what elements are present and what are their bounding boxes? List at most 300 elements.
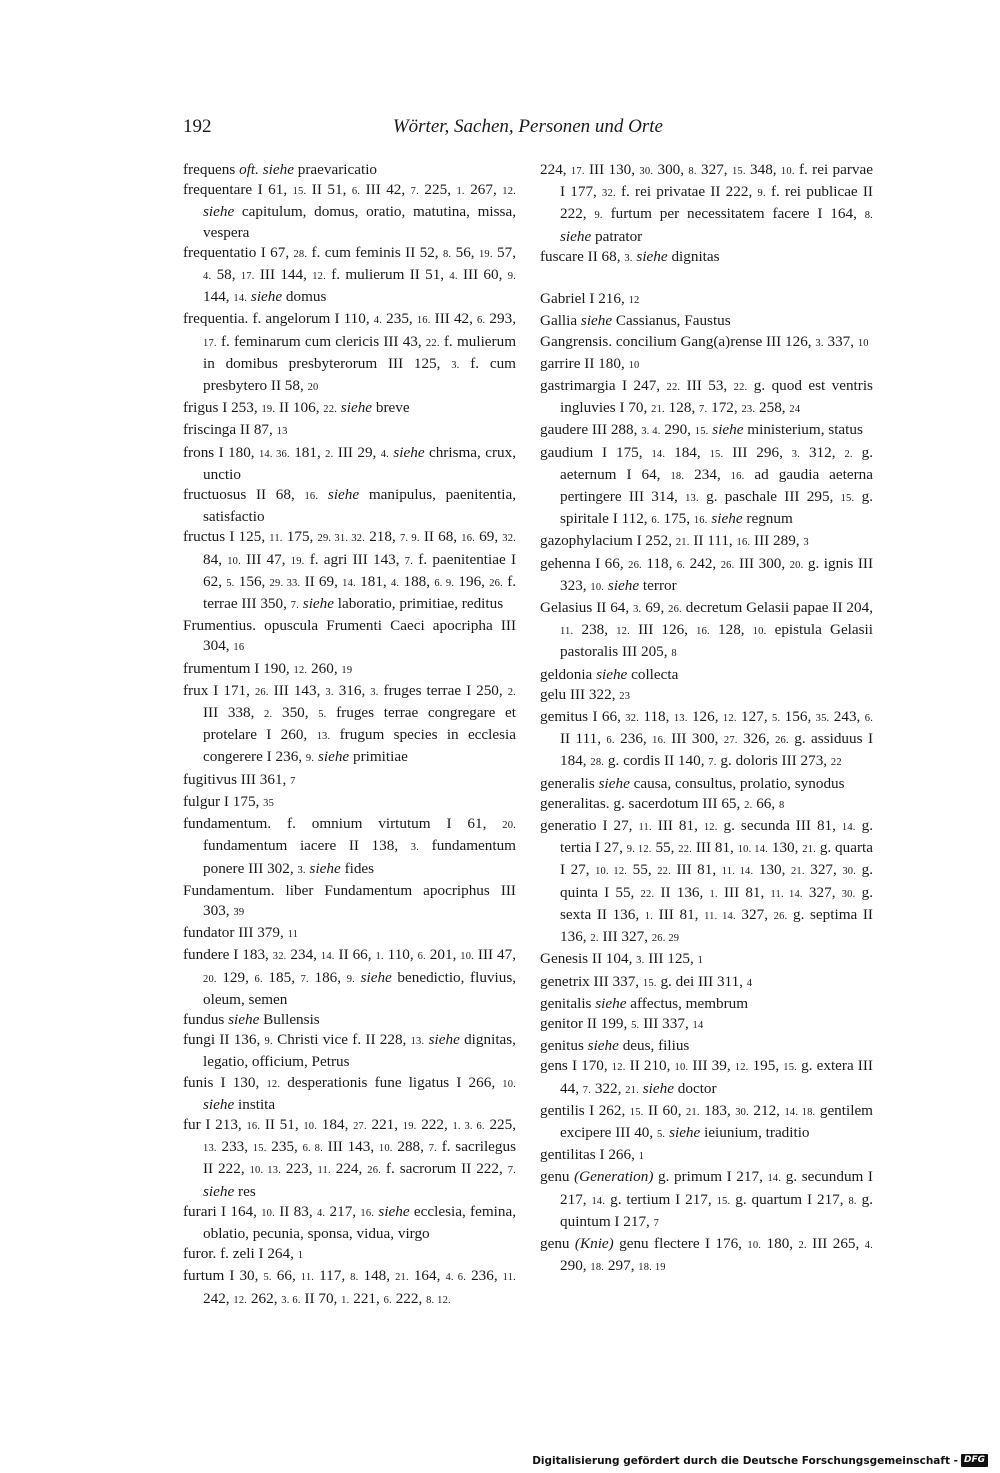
line-ref: 8. bbox=[688, 166, 697, 177]
italic-run: siehe bbox=[203, 1095, 235, 1113]
text-run: 118, bbox=[641, 554, 677, 572]
credit-text: Digitalisierung gefördert durch die Deutsche Forschungsgemeinschaft - bbox=[532, 1454, 958, 1467]
text-run: II 68, bbox=[419, 528, 462, 546]
text-run: frequentia. f. angelorum I 110, bbox=[183, 310, 374, 328]
text-run: 300, bbox=[653, 161, 689, 178]
text-run: 235, bbox=[382, 310, 417, 328]
line-ref: 8. bbox=[848, 1195, 857, 1207]
text-run: III 81, bbox=[717, 883, 771, 901]
text-run: 221, bbox=[349, 1289, 384, 1307]
index-entry bbox=[540, 1014, 873, 1036]
line-ref: 10. bbox=[261, 1207, 275, 1219]
text-run: II 136, bbox=[654, 883, 710, 901]
line-ref: 16. bbox=[360, 1207, 375, 1219]
line-ref: 15. bbox=[783, 1062, 798, 1074]
text-run: g. septima II 136, bbox=[560, 905, 873, 946]
line-ref: 20 bbox=[307, 382, 319, 394]
italic-run: siehe bbox=[393, 443, 425, 461]
line-ref: 8. bbox=[864, 210, 873, 222]
text-run: 128, bbox=[664, 399, 700, 417]
section-gap bbox=[540, 269, 873, 289]
text-run: 326, bbox=[737, 730, 776, 748]
line-ref: 12. bbox=[233, 1294, 248, 1306]
line-ref: 35. bbox=[815, 713, 830, 725]
line-ref: 32. bbox=[272, 951, 287, 963]
line-ref: 12. bbox=[722, 713, 737, 725]
line-ref: 22 bbox=[830, 757, 842, 769]
text-run: praevaricatio bbox=[293, 161, 378, 178]
line-ref: 7. bbox=[708, 757, 717, 769]
line-ref: 28. bbox=[590, 757, 605, 769]
line-ref: 6. bbox=[417, 951, 426, 963]
text-run: generalitas. g. sacerdotum III 65, bbox=[540, 794, 745, 812]
text-run: gemitus I 66, bbox=[540, 708, 626, 726]
line-ref: 8 bbox=[671, 648, 677, 660]
line-ref: 11. bbox=[560, 626, 574, 638]
line-ref: 7. bbox=[410, 186, 419, 198]
line-ref: 1. bbox=[456, 186, 465, 198]
line-ref: 15. bbox=[731, 166, 746, 177]
text-run: collecta bbox=[627, 665, 679, 683]
line-ref: 22. bbox=[425, 337, 440, 349]
text-run: 148, bbox=[358, 1267, 396, 1285]
line-ref: 26. bbox=[489, 577, 503, 589]
text-run: g. tertium I 217, bbox=[605, 1190, 717, 1208]
line-ref: 27. bbox=[723, 735, 738, 747]
index-entry bbox=[183, 770, 516, 792]
line-ref: 16. bbox=[304, 491, 319, 503]
text-run: g. primum I 217, bbox=[653, 1168, 768, 1186]
line-ref: 16. bbox=[730, 470, 745, 482]
index-entry bbox=[183, 485, 516, 527]
index-entry bbox=[183, 1073, 516, 1115]
text-run: furtum I 30, bbox=[183, 1267, 264, 1285]
text-run: doctor bbox=[673, 1079, 717, 1097]
line-ref: 21. bbox=[675, 537, 690, 549]
index-entry bbox=[183, 420, 516, 442]
italic-run: siehe bbox=[607, 576, 640, 594]
text-run: 225, bbox=[418, 181, 457, 199]
line-ref: 32. bbox=[602, 188, 616, 200]
text-run: 55, bbox=[627, 861, 658, 879]
line-ref: 3. bbox=[636, 955, 645, 967]
line-ref: 2. bbox=[590, 933, 599, 945]
index-entry bbox=[540, 665, 873, 685]
text-run: fundamentum iacere II 138, bbox=[203, 837, 411, 855]
text-run: 290, bbox=[660, 421, 695, 439]
index-entry bbox=[540, 443, 873, 532]
line-ref: 2. bbox=[325, 448, 334, 460]
line-ref: 24 bbox=[789, 404, 801, 416]
index-entry bbox=[183, 792, 516, 814]
line-ref: 5. bbox=[631, 1019, 640, 1031]
text-run: III 289, bbox=[750, 532, 804, 550]
line-ref: 7. bbox=[699, 404, 708, 416]
index-entry bbox=[183, 659, 516, 681]
line-ref: 1. bbox=[375, 951, 384, 963]
index-entry bbox=[540, 160, 873, 247]
line-ref: 15. bbox=[716, 1195, 731, 1207]
index-entry bbox=[540, 972, 873, 994]
text-run: 180, bbox=[761, 1234, 799, 1252]
text-run: g. sexta II 136, bbox=[560, 883, 873, 923]
text-run: fundamentum ponere III 302, bbox=[203, 837, 516, 877]
line-ref: 13. bbox=[316, 731, 331, 743]
text-run: III 47, bbox=[240, 550, 291, 568]
line-ref: 26. bbox=[775, 735, 789, 747]
text-run: dignitas, legatio, officium, Petrus bbox=[203, 1031, 516, 1071]
line-ref: 23 bbox=[619, 690, 631, 702]
line-ref: 5. bbox=[656, 1128, 666, 1140]
text-run: 224, bbox=[330, 1160, 368, 1178]
line-ref: 6. bbox=[676, 559, 686, 571]
line-ref: 12. bbox=[266, 1078, 281, 1090]
text-run: III 338, bbox=[203, 704, 265, 722]
italic-run: siehe bbox=[203, 1182, 235, 1200]
index-entry bbox=[540, 707, 873, 774]
italic-run: siehe bbox=[595, 994, 627, 1012]
line-ref: 29. 31. 32. bbox=[317, 533, 366, 545]
line-ref: 3. bbox=[297, 864, 306, 876]
text-run: g. spiritale I 112, bbox=[560, 488, 873, 528]
italic-run: siehe bbox=[642, 1079, 674, 1097]
italic-run: siehe bbox=[262, 161, 294, 178]
line-ref: 20. bbox=[502, 820, 516, 832]
line-ref: 3. bbox=[633, 604, 642, 616]
line-ref: 10 bbox=[857, 337, 869, 349]
italic-run: siehe bbox=[712, 421, 744, 439]
line-ref: 6. bbox=[606, 735, 615, 747]
text-run: III 29, bbox=[333, 443, 381, 461]
line-ref: 6. bbox=[383, 1294, 392, 1306]
text-run: Gabriel I 216, bbox=[540, 290, 629, 308]
line-ref: 6. bbox=[254, 973, 263, 985]
line-ref: 6. bbox=[351, 186, 361, 198]
text-run: desperationis fune ligatus I 266, bbox=[280, 1073, 503, 1091]
italic-run: siehe bbox=[711, 510, 743, 528]
text-run: 181, bbox=[289, 443, 326, 461]
text-run: 172, bbox=[707, 399, 742, 417]
line-ref: 10. bbox=[752, 626, 767, 638]
text-run: deus, filius bbox=[618, 1037, 690, 1055]
text-run: fur I 213, bbox=[183, 1115, 247, 1133]
index-entry bbox=[540, 598, 873, 665]
text-run: Gallia bbox=[540, 312, 581, 330]
text-run: fundere I 183, bbox=[183, 946, 273, 964]
line-ref: 26. 29 bbox=[651, 933, 680, 945]
text-run: 144, bbox=[203, 288, 234, 306]
text-run: III 42, bbox=[430, 310, 478, 328]
text-run: II 60, bbox=[643, 1101, 686, 1119]
text-run: II 70, bbox=[300, 1289, 342, 1307]
line-ref: 5. bbox=[226, 577, 235, 589]
text-run: 238, bbox=[573, 621, 617, 639]
line-ref: 10 bbox=[628, 359, 640, 371]
italic-run: siehe bbox=[302, 595, 334, 613]
index-entry bbox=[540, 774, 873, 794]
text-run: domus bbox=[282, 288, 327, 306]
line-ref: 12. bbox=[312, 271, 326, 283]
index-entry bbox=[183, 1244, 516, 1266]
text-run: gehenna I 66, bbox=[540, 554, 629, 572]
text-run: f. feminarum cum clericis III 43, bbox=[216, 332, 426, 350]
line-ref: 10. bbox=[303, 1120, 318, 1132]
text-run: 212, bbox=[748, 1101, 785, 1119]
text-run: garrire II 180, bbox=[540, 354, 629, 372]
text-run: 234, bbox=[684, 465, 731, 483]
index-entry bbox=[540, 531, 873, 553]
text-run: Frumentius. opuscula Frumenti Caeci apocripha III 304, bbox=[183, 617, 516, 655]
line-ref: 7. bbox=[404, 555, 414, 567]
line-ref: 14. bbox=[342, 577, 356, 589]
text-run: 262, bbox=[247, 1289, 282, 1307]
line-ref: 30. bbox=[735, 1106, 749, 1118]
line-ref: 16. bbox=[416, 315, 431, 327]
line-ref: 22. bbox=[678, 844, 693, 856]
italic-run: siehe bbox=[669, 1123, 701, 1141]
text-run: generatio I 27, bbox=[540, 817, 639, 835]
line-ref: 13. bbox=[685, 493, 699, 505]
text-run: 118, bbox=[639, 708, 674, 726]
text-run: 327, bbox=[802, 883, 842, 901]
index-entry bbox=[540, 376, 873, 420]
index-entry bbox=[183, 160, 516, 180]
text-run: 184, bbox=[665, 443, 710, 461]
text-run: 217, bbox=[325, 1202, 361, 1220]
line-ref: 10. bbox=[460, 951, 475, 963]
text-run: fungi II 136, bbox=[183, 1031, 265, 1049]
line-ref: 19. bbox=[290, 555, 305, 567]
index-entry bbox=[183, 1030, 516, 1072]
line-ref: 35 bbox=[263, 797, 275, 809]
text-run: Gelasius II 64, bbox=[540, 599, 634, 617]
index-entry bbox=[183, 398, 516, 420]
text-run: 222, bbox=[416, 1115, 453, 1133]
line-ref: 12. bbox=[616, 626, 630, 638]
italic-run: siehe bbox=[428, 1031, 460, 1049]
line-ref: 30. bbox=[842, 866, 857, 878]
text-run: fructuosus II 68, bbox=[183, 486, 305, 504]
index-entry bbox=[540, 311, 873, 331]
text-run: III 47, bbox=[474, 946, 516, 964]
line-ref: 11. 14. bbox=[770, 888, 803, 900]
line-ref: 10. bbox=[590, 581, 605, 593]
text-run: 290, bbox=[560, 1257, 591, 1275]
text-run: 188, bbox=[399, 572, 435, 590]
line-ref: 13 bbox=[276, 426, 288, 438]
line-ref: 14. bbox=[651, 448, 666, 460]
line-ref: 30. bbox=[639, 166, 654, 177]
text-run: II 51, bbox=[306, 181, 352, 199]
line-ref: 17. bbox=[570, 166, 585, 177]
line-ref: 4. bbox=[373, 315, 383, 327]
text-run: 186, bbox=[308, 968, 347, 986]
line-ref: 16. bbox=[736, 537, 751, 549]
text-run: II 66, bbox=[334, 946, 376, 964]
text-run: III 81, bbox=[670, 861, 722, 879]
dfg-logo: DFG bbox=[961, 1454, 988, 1467]
text-run: g. quartum I 217, bbox=[730, 1190, 849, 1208]
text-run: III 296, bbox=[723, 443, 792, 461]
line-ref: 4. bbox=[864, 1239, 873, 1251]
line-ref: 14 bbox=[692, 1019, 704, 1031]
text-run: 233, bbox=[216, 1138, 253, 1156]
text-run: 221, bbox=[366, 1115, 403, 1133]
text-run: 234, bbox=[286, 946, 321, 964]
text-run: III 327, bbox=[598, 928, 652, 946]
line-ref: 20. bbox=[203, 973, 217, 985]
text-run: causa, consultus, prolatio, synodus bbox=[629, 774, 845, 792]
line-ref: 19. bbox=[261, 404, 276, 416]
line-ref: 15. bbox=[252, 1143, 267, 1155]
line-ref: 9. 12. bbox=[626, 844, 652, 856]
line-ref: 1. bbox=[341, 1294, 350, 1306]
text-run: g. ignis III 323, bbox=[560, 554, 874, 594]
text-run: fundus bbox=[183, 1010, 229, 1028]
line-ref: 16. bbox=[246, 1120, 261, 1132]
index-entry bbox=[183, 527, 516, 616]
line-ref: 15. bbox=[709, 448, 724, 460]
line-ref: 6. bbox=[864, 713, 874, 725]
text-run: 126, bbox=[687, 708, 723, 726]
text-run: friscinga II 87, bbox=[183, 421, 277, 439]
text-run: III 300, bbox=[734, 554, 790, 572]
line-ref: 10. 14. bbox=[737, 844, 769, 856]
line-ref: 22. bbox=[733, 382, 748, 394]
text-run: III 39, bbox=[688, 1057, 735, 1075]
text-run: III 81, bbox=[653, 905, 705, 923]
line-ref: 15. bbox=[840, 493, 855, 505]
line-ref: 11. bbox=[300, 1272, 315, 1284]
line-ref: 22. bbox=[657, 866, 671, 878]
index-entry bbox=[540, 332, 873, 354]
text-run: g. quod est ventris ingluvies I 70, bbox=[560, 377, 873, 417]
text-run: 337, bbox=[823, 332, 858, 350]
line-ref: 17. bbox=[203, 337, 217, 349]
text-run: laboratio, primitiae, reditus bbox=[334, 595, 504, 613]
text-run: 260, bbox=[307, 659, 342, 677]
line-ref: 14. bbox=[767, 1173, 782, 1185]
text-run: 69, bbox=[641, 599, 669, 617]
text-run: instita bbox=[234, 1095, 276, 1113]
line-ref: 22. bbox=[666, 382, 681, 394]
text-run: II 69, bbox=[300, 572, 343, 590]
text-run: gentilitas I 266, bbox=[540, 1146, 639, 1164]
line-ref: 5. bbox=[263, 1272, 272, 1284]
line-ref: 3. bbox=[325, 686, 334, 698]
text-run: ministerium, status bbox=[743, 421, 863, 439]
line-ref: 10. bbox=[378, 1143, 393, 1155]
text-run: 223, bbox=[281, 1160, 318, 1178]
line-ref: 2. bbox=[507, 686, 516, 698]
text-run: III 144, bbox=[254, 266, 313, 284]
line-ref: 7. bbox=[290, 600, 299, 612]
line-ref: 10. 12. bbox=[595, 866, 628, 878]
index-entry bbox=[183, 681, 516, 770]
text-run: 175, bbox=[659, 510, 694, 528]
line-ref: 16. bbox=[652, 735, 666, 747]
text-run: 117, bbox=[314, 1267, 351, 1285]
text-run: 66, bbox=[271, 1267, 301, 1285]
line-ref: 29. 33. bbox=[269, 577, 301, 589]
line-ref: 1. bbox=[709, 888, 718, 900]
line-ref: 4. bbox=[380, 448, 389, 460]
text-run: III 42, bbox=[360, 181, 411, 199]
text-run: II 210, bbox=[625, 1057, 675, 1075]
line-ref: 8 bbox=[778, 799, 785, 811]
line-ref: 4. bbox=[203, 271, 212, 283]
text-run: 195, bbox=[748, 1057, 784, 1075]
text-run: genu flectere I 176, bbox=[613, 1234, 748, 1252]
line-ref: 12. bbox=[611, 1062, 626, 1074]
text-run: f. cum feminis II 52, bbox=[307, 243, 443, 261]
line-ref: 14. bbox=[591, 1195, 606, 1207]
text-run: 293, bbox=[485, 310, 516, 328]
line-ref: 10. bbox=[502, 1078, 516, 1090]
line-ref: 4. bbox=[390, 577, 400, 589]
text-run: 156, bbox=[780, 708, 816, 726]
text-run: Fundamentum. liber Fundamentum apocriphus III 303, bbox=[183, 881, 516, 919]
line-ref: 26. bbox=[628, 559, 642, 571]
line-ref: 11. bbox=[502, 1272, 517, 1284]
index-entry bbox=[540, 1167, 873, 1234]
line-ref: 2. bbox=[798, 1239, 807, 1251]
text-run: genu bbox=[540, 1234, 575, 1252]
text-run: III 60, bbox=[457, 266, 508, 284]
index-entry bbox=[540, 554, 873, 598]
index-entry bbox=[183, 309, 516, 398]
line-ref: 19. bbox=[402, 1120, 417, 1132]
text-run: dignitas bbox=[667, 247, 720, 265]
line-ref: 10. 13. bbox=[249, 1165, 281, 1177]
italic-run: siehe bbox=[596, 665, 628, 683]
line-ref: 3. 4. bbox=[641, 426, 661, 438]
index-entry bbox=[540, 794, 873, 816]
text-run: gaudere III 288, bbox=[540, 421, 642, 439]
line-ref: 15. bbox=[642, 977, 657, 989]
text-run: gentilem excipere III 40, bbox=[560, 1101, 873, 1141]
text-run: decretum Gelasii papae II 204, bbox=[681, 599, 873, 617]
text-run: III 126, bbox=[629, 621, 697, 639]
line-ref: 21. bbox=[685, 1106, 700, 1118]
index-entry bbox=[183, 945, 516, 1010]
text-run: g. paschale III 295, bbox=[698, 488, 841, 506]
line-ref: 1. 3. 6. bbox=[452, 1120, 485, 1132]
text-run: 350, bbox=[272, 704, 319, 722]
text-run: genitus bbox=[540, 1037, 588, 1055]
page-number: 192 bbox=[183, 116, 212, 137]
text-run: 127, bbox=[736, 708, 773, 726]
line-ref: 10. bbox=[674, 1062, 689, 1074]
index-entry bbox=[183, 1202, 516, 1244]
text-run: 218, bbox=[365, 528, 400, 546]
text-run: II 106, bbox=[275, 399, 324, 417]
text-run: g. dei III 311, bbox=[656, 972, 747, 990]
text-run: frequens bbox=[183, 161, 240, 178]
line-ref: 6. bbox=[651, 515, 660, 527]
line-ref: 21. bbox=[651, 404, 665, 416]
text-run: 297, bbox=[604, 1257, 639, 1275]
text-run: genitor II 199, bbox=[540, 1014, 632, 1032]
italic-run: siehe bbox=[360, 968, 392, 986]
text-run: 267, bbox=[464, 181, 503, 199]
text-run: furor. f. zeli I 264, bbox=[183, 1245, 298, 1263]
text-run: f. rei publicae II 222, bbox=[560, 183, 873, 223]
index-entry bbox=[540, 685, 873, 707]
line-ref: 18. bbox=[670, 470, 685, 482]
line-ref: 5. bbox=[772, 713, 781, 725]
text-run: ad gaudia aeterna pertingere III 314, bbox=[560, 465, 873, 506]
